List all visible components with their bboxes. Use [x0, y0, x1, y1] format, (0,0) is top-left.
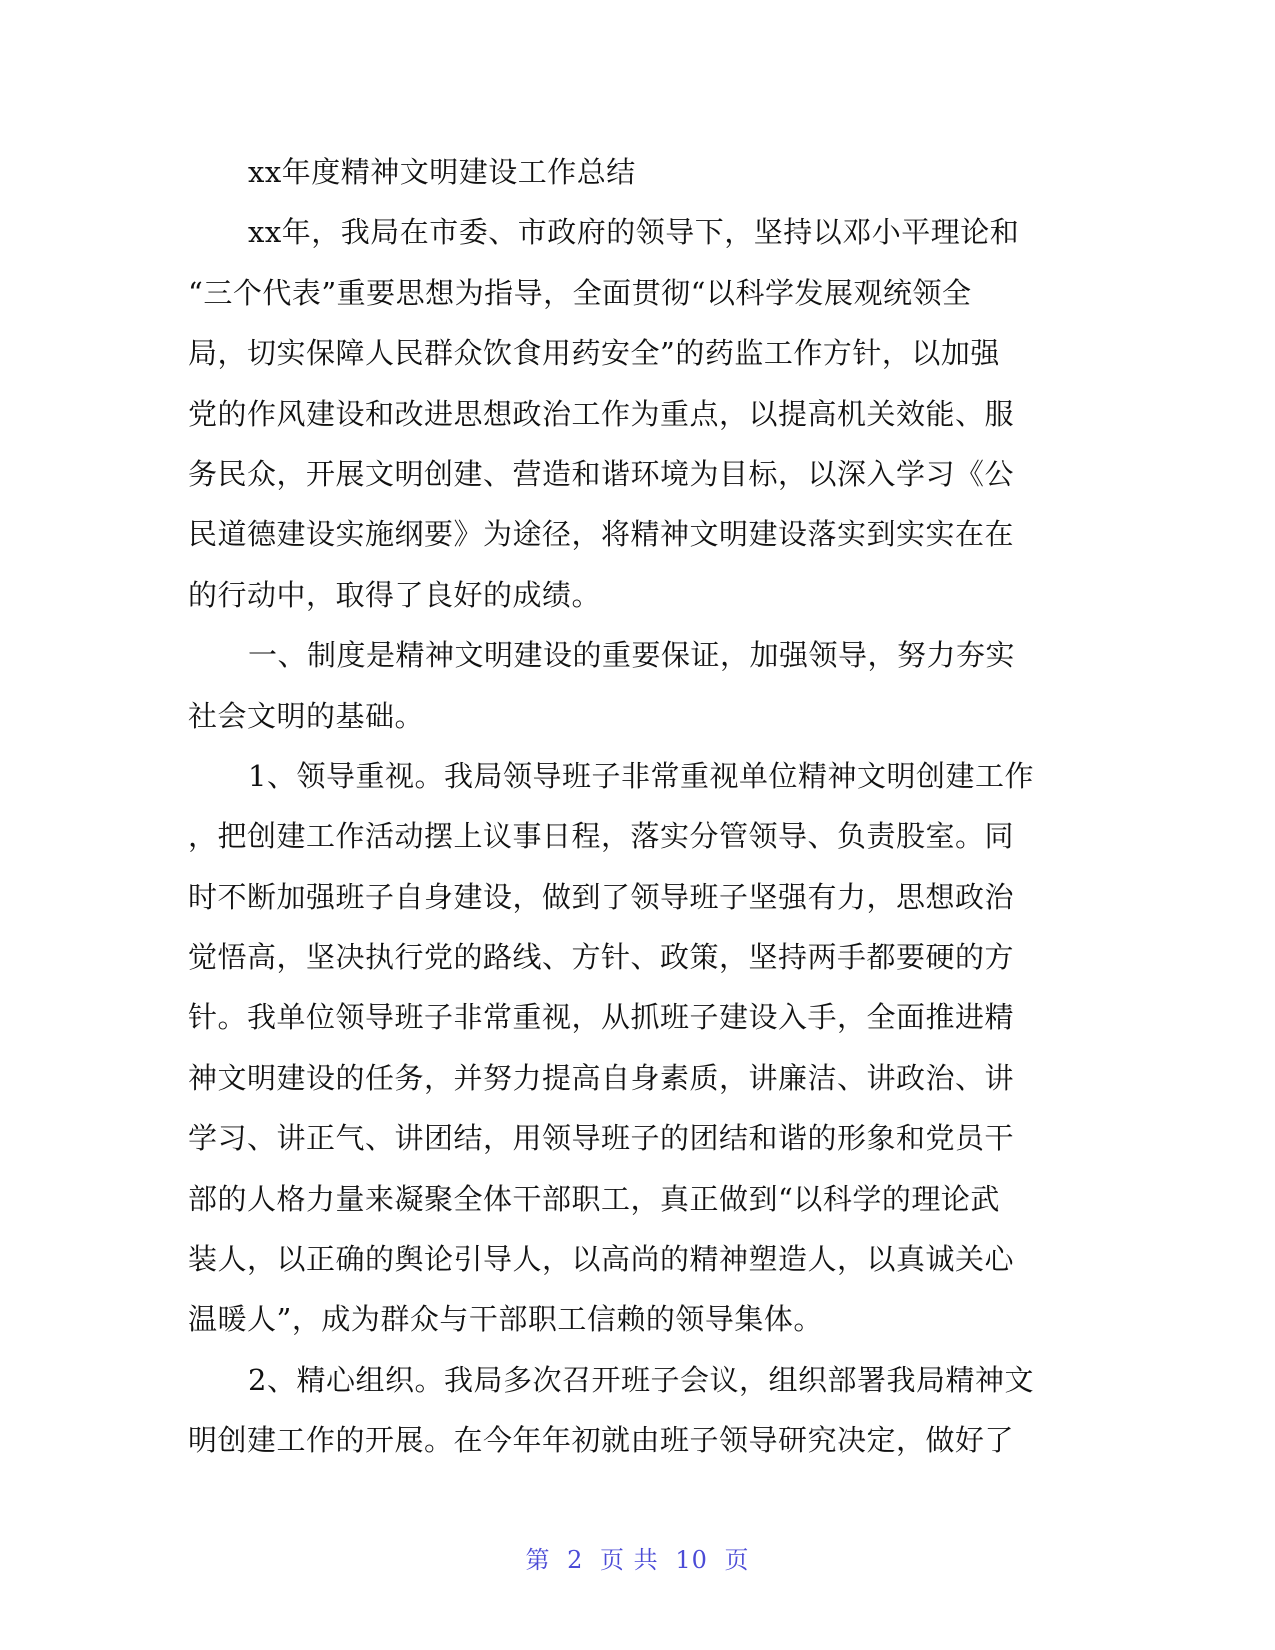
- paragraph-line: 明创建工作的开展。在今年年初就由班子领导研究决定，做好了: [188, 1423, 1015, 1458]
- page-footer: [0, 1540, 1275, 1575]
- paragraph-line: 部的人格力量来凝聚全体干部职工，真正做到“以科学的理论武: [188, 1181, 1000, 1216]
- current-page-number: 2: [567, 1546, 584, 1574]
- paragraph-line: 务民众，开展文明创建、营造和谐环境为目标，以深入学习《公: [188, 456, 1015, 491]
- paragraph-line: 针。我单位领导班子非常重视，从抓班子建设入手，全面推进精: [188, 1000, 1015, 1035]
- footer-prefix: 第: [525, 1546, 551, 1574]
- paragraph-line: 的行动中，取得了良好的成绩。: [188, 577, 602, 612]
- paragraph-line: “三个代表”重要思想为指导，全面贯彻“以科学发展观统领全: [188, 275, 972, 310]
- paragraph-line: 神文明建设的任务，并努力提高自身素质，讲廉洁、讲政治、讲: [188, 1060, 1015, 1095]
- footer-middle: 页 共: [600, 1546, 659, 1574]
- paragraph-line: 学习、讲正气、讲团结，用领导班子的团结和谐的形象和党员干: [188, 1121, 1015, 1156]
- paragraph-line: 装人，以正确的舆论引导人，以高尚的精神塑造人，以真诚关心: [188, 1242, 1015, 1277]
- paragraph-line: 觉悟高，坚决执行党的路线、方针、政策，坚持两手都要硬的方: [188, 940, 1015, 975]
- section-heading-line: 社会文明的基础。: [188, 698, 425, 733]
- section-heading-line: 一、制度是精神文明建设的重要保证，加强领导，努力夯实: [248, 638, 1016, 673]
- paragraph-line: 党的作风建设和改进思想政治工作为重点，以提高机关效能、服: [188, 396, 1015, 431]
- paragraph-line: ，把创建工作活动摆上议事日程，落实分管领导、负责股室。同: [188, 819, 1015, 854]
- footer-suffix: 页: [724, 1546, 750, 1574]
- paragraph-line: 民道德建设实施纲要》为途径，将精神文明建设落实到实实在在: [188, 517, 1015, 552]
- paragraph-line: 2、精心组织。我局多次召开班子会议，组织部署我局精神文: [248, 1362, 1034, 1397]
- paragraph-line: 1、领导重视。我局领导班子非常重视单位精神文明创建工作: [248, 758, 1034, 793]
- paragraph-line: xx年，我局在市委、市政府的领导下，坚持以邓小平理论和: [248, 215, 1020, 250]
- paragraph-line: 局，切实保障人民群众饮食用药安全”的药监工作方针，以加强: [188, 336, 1000, 371]
- document-body: [188, 142, 1058, 1471]
- total-pages-number: 10: [675, 1546, 708, 1574]
- paragraph-line: 时不断加强班子自身建设，做到了领导班子坚强有力，思想政治: [188, 879, 1015, 914]
- document-title: xx年度精神文明建设工作总结: [248, 155, 636, 189]
- paragraph-line: 温暖人”，成为群众与干部职工信赖的领导集体。: [188, 1302, 823, 1337]
